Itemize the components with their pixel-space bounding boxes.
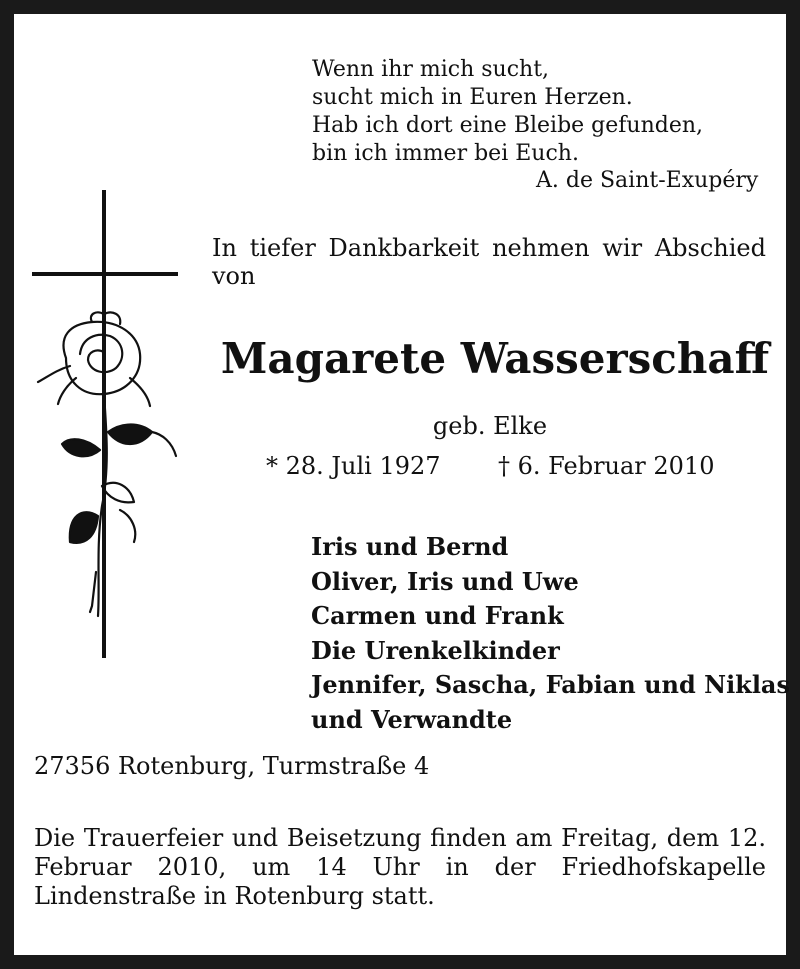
- cross-rose-artwork: [30, 186, 182, 658]
- poem-line: Wenn ihr mich sucht,: [312, 57, 550, 82]
- intro-text: In tiefer Dankbarkeit nehmen wir Abschied von: [212, 234, 766, 290]
- poem-author: A. de Saint-Exupéry: [536, 168, 759, 193]
- poem: [312, 56, 703, 168]
- rose-icon: [38, 312, 176, 616]
- deceased-name: Magarete Wasserschaff: [220, 334, 770, 383]
- poem-line: Hab ich dort eine Bleibe gefunden,: [312, 113, 704, 138]
- death-date: † 6. Februar 2010: [498, 452, 715, 480]
- birth-date: * 28. Juli 1927: [266, 452, 441, 480]
- mourners-list: [311, 530, 790, 737]
- poem-line: sucht mich in Euren Herzen.: [312, 85, 633, 110]
- service-info: Die Trauerfeier und Beisetzung finden am Freitag, dem 12. Februar 2010, um 14 Uhr in der Friedhofskapelle Lindenstraße in Rotenburg statt.: [34, 824, 766, 910]
- mourner-entry: und Verwandte: [311, 704, 513, 734]
- poem-line: bin ich immer bei Euch.: [312, 141, 579, 166]
- mourner-entry: Jennifer, Sascha, Fabian und Niklas: [311, 670, 790, 699]
- maiden-name: geb. Elke: [432, 412, 548, 440]
- mourner-entry: Oliver, Iris und Uwe: [311, 566, 579, 596]
- address: 27356 Rotenburg, Turmstraße 4: [34, 752, 430, 780]
- mourner-entry: Carmen und Frank: [311, 601, 564, 630]
- mourner-entry: Iris und Bernd: [311, 532, 509, 561]
- mourner-entry: Die Urenkelkinder: [311, 635, 560, 665]
